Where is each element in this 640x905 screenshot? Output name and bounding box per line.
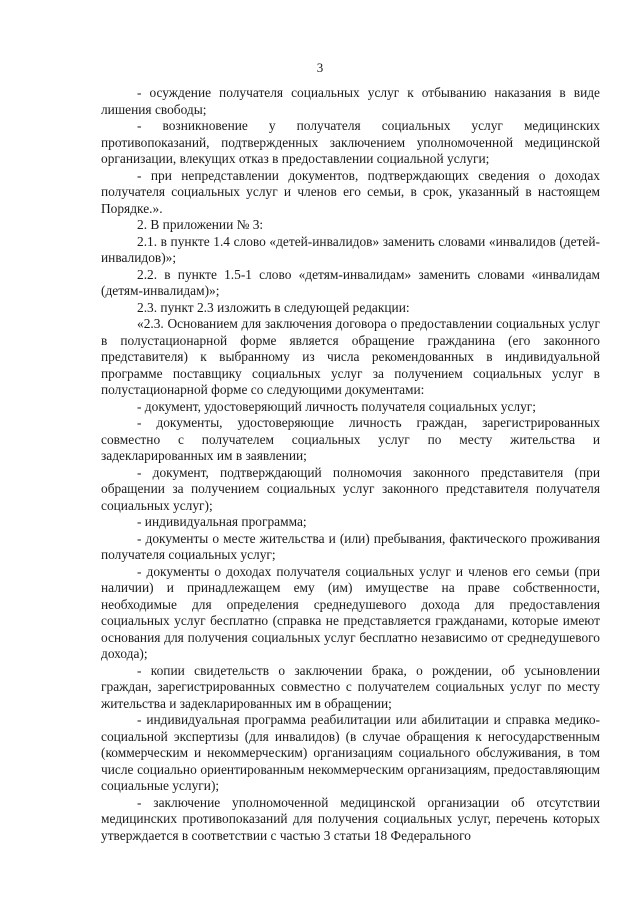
page-number: 3 xyxy=(316,60,324,75)
paragraph-2: - возникновение у получателя социальных услуг медицинских противопоказаний, подтвержденных заключением уполномоченной медицинской организации, влекущих отказ в предоставлении социальной услуги; xyxy=(101,118,600,166)
paragraph-1: - осуждение получателя социальных услуг к отбыванию наказания в виде лишения свободы; xyxy=(101,85,600,117)
paragraph-17: - заключение уполномоченной медицинской организации об отсутствии медицинских противопоказаний для получения социальных услуг, перечень которых утверждается в соответствии с частью 3 статьи 18 Федерального xyxy=(101,794,600,843)
paragraph-7: 2.3. пункт 2.3 изложить в следующей редакции: xyxy=(137,299,410,315)
paragraph-12: - индивидуальная программа; xyxy=(137,514,307,529)
paragraph-14: - документы о доходах получателя социальных услуг и членов его семьи (при наличии) и принадлежащем ему (им) имуществе на праве собственности, необходимые для определения среднедушевого дохода для предоставления социальных услуг бесплатно (справка не представляется гражданами, которые имеют основания для получения социальных услуг бесплатно независимо от среднедушевого дохода); xyxy=(101,563,600,661)
paragraph-11: - документ, подтверждающий полномочия законного представителя (при обращении за получением социальных услуг законного представителя получателя социальных услуг); xyxy=(101,464,600,513)
paragraph-16: - индивидуальная программа реабилитации или абилитации и справка медико-социальной экспертизы (для инвалидов) (в случае обращения к негосударственным (коммерческим и некоммерческим) организациям социального обслуживания, в том числе социально ориентированным некоммерческим организациям, предоставляющим социальные услуги); xyxy=(101,712,600,793)
paragraph-4: 2. В приложении № 3: xyxy=(137,217,264,232)
paragraph-5: 2.1. в пункте 1.4 слово «детей-инвалидов» заменить словами «инвалидов (детей-инвалидов)»; xyxy=(101,233,600,265)
paragraph-6: 2.2. в пункте 1.5-1 слово «детям-инвалидам» заменить словами «инвалидам (детям-инвалидам)»; xyxy=(101,266,600,298)
paragraph-3: - при непредставлении документов, подтверждающих сведения о доходах получателя социальных услуг и членов его семьи, в срок, указанный в настоящем Порядке.». xyxy=(101,167,600,216)
document-body xyxy=(101,85,600,844)
paragraph-15: - копии свидетельств о заключении брака, о рождении, об усыновлении граждан, зарегистрированных совместно с получателем социальных услуг по месту жительства и задекларированных им в обращении; xyxy=(101,662,600,711)
paragraph-13: - документы о месте жительства и (или) пребывания, фактического проживания получателя социальных услуг; xyxy=(101,530,600,562)
paragraph-10: - документы, удостоверяющие личность граждан, зарегистрированных совместно с получателем социальных услуг по месту жительства и задекларированных им в заявлении; xyxy=(101,415,600,463)
paragraph-9: - документ, удостоверяющий личность получателя социальных услуг; xyxy=(137,398,536,414)
paragraph-8: «2.3. Основанием для заключения договора о предоставлении социальных услуг в полустационарной форме является обращение гражданина (его законного представителя) к выбранному из числа рекомендованных в индивидуальной программе поставщику социальных услуг за получением социальных услуг в полустационарной форме со следующими документами: xyxy=(101,316,600,397)
